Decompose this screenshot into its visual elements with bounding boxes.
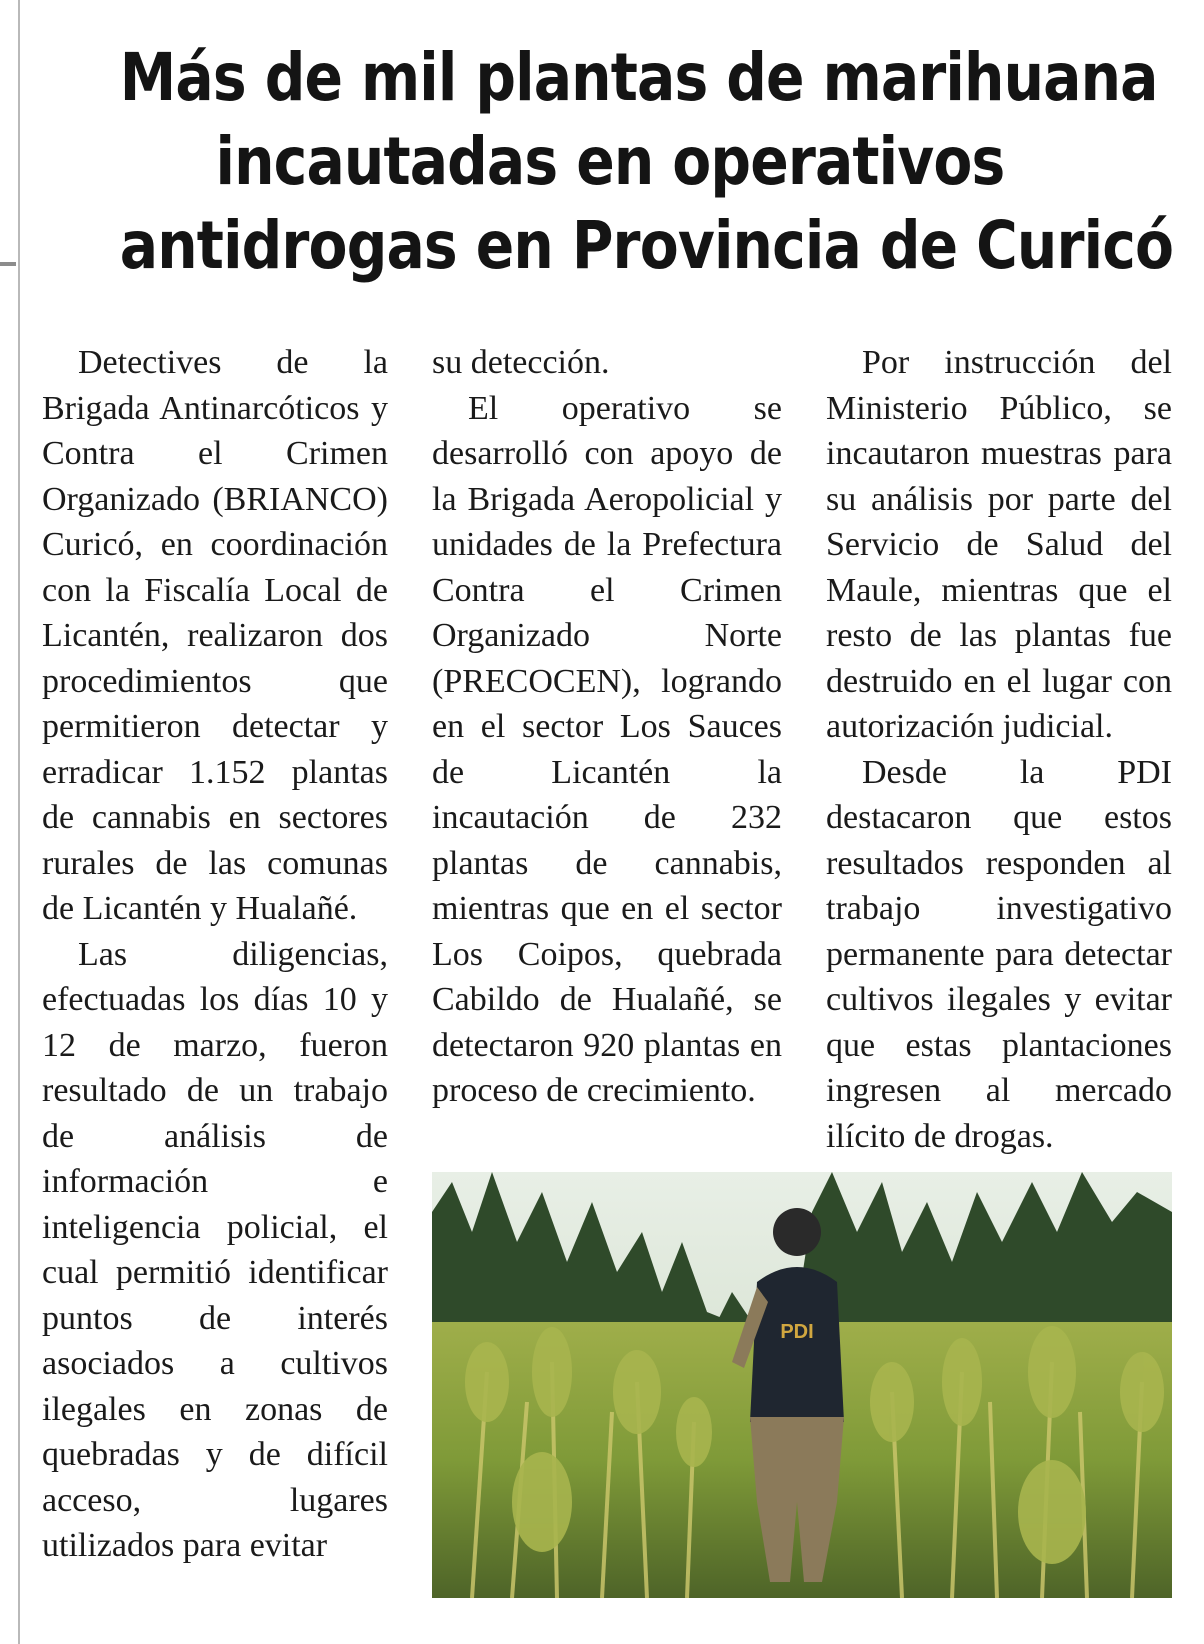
headline-line-1: Más de mil plantas de marihuana <box>119 39 1158 116</box>
article-column-3 <box>826 340 1172 1159</box>
headline-line-3: antidrogas en Provincia de Curicó <box>119 207 1174 284</box>
paragraph-diligencias: Las diligencias, efectuadas los días 10 y 12 de marzo, fueron resultado de un trabajo de análisis de información e inteligencia policial, el cual permitió identificar puntos de interés asociados a cultivos ilegales en zonas de quebradas y de difícil acceso, lugares utilizados para evitar <box>42 935 388 1564</box>
photo-illustration <box>432 1172 1172 1598</box>
article-column-2 <box>432 340 782 1114</box>
article-column-1 <box>42 340 388 1569</box>
article-headline <box>119 36 1174 288</box>
page-margin-rule <box>18 0 20 1644</box>
paragraph-pdi: Desde la PDI destacaron que estos resultados responden al trabajo investigativo permanente para detectar cultivos ilegales y evitar que estas plantaciones ingresen al mercado ilícito de drogas. <box>826 753 1172 1155</box>
officer-head <box>773 1208 821 1256</box>
article-photo <box>432 1172 1172 1598</box>
officer-vest <box>750 1267 844 1422</box>
page-margin-mark <box>0 262 16 266</box>
paragraph-brianco: Detectives de la Brigada Antinarcóticos y Contra el Crimen Organizado (BRIANCO) Curicó, en coordinación con la Fiscalía Local de Licantén, realizaron dos procedimientos que permitieron detectar y erradicar 1.152 plantas de cannabis en sectores rurales de las comunas de Licantén y Hualañé. <box>42 344 388 927</box>
paragraph-operativo: El operativo se desarrolló con apoyo de la Brigada Aeropolicial y unidades de la Prefectura Contra el Crimen Organizado Norte (PRECOCEN), logrando en el sector Los Sauces de Licantén la incautación de 232 plantas de cannabis, mientras que en el sector Los Coipos, quebrada Cabildo de Hualañé, se detectaron 920 plantas en proceso de crecimiento. <box>432 389 782 1109</box>
vest-label: PDI <box>780 1321 814 1343</box>
headline-line-2: incautadas en operativos <box>215 123 1005 200</box>
paragraph-ministerio: Por instrucción del Ministerio Público, se incautaron muestras para su análisis por parte del Servicio de Salud del Maule, mientras que el resto de las plantas fue destruido en el lugar con autorización judicial. <box>826 344 1172 745</box>
paragraph-continuation: su detección. <box>432 344 610 381</box>
